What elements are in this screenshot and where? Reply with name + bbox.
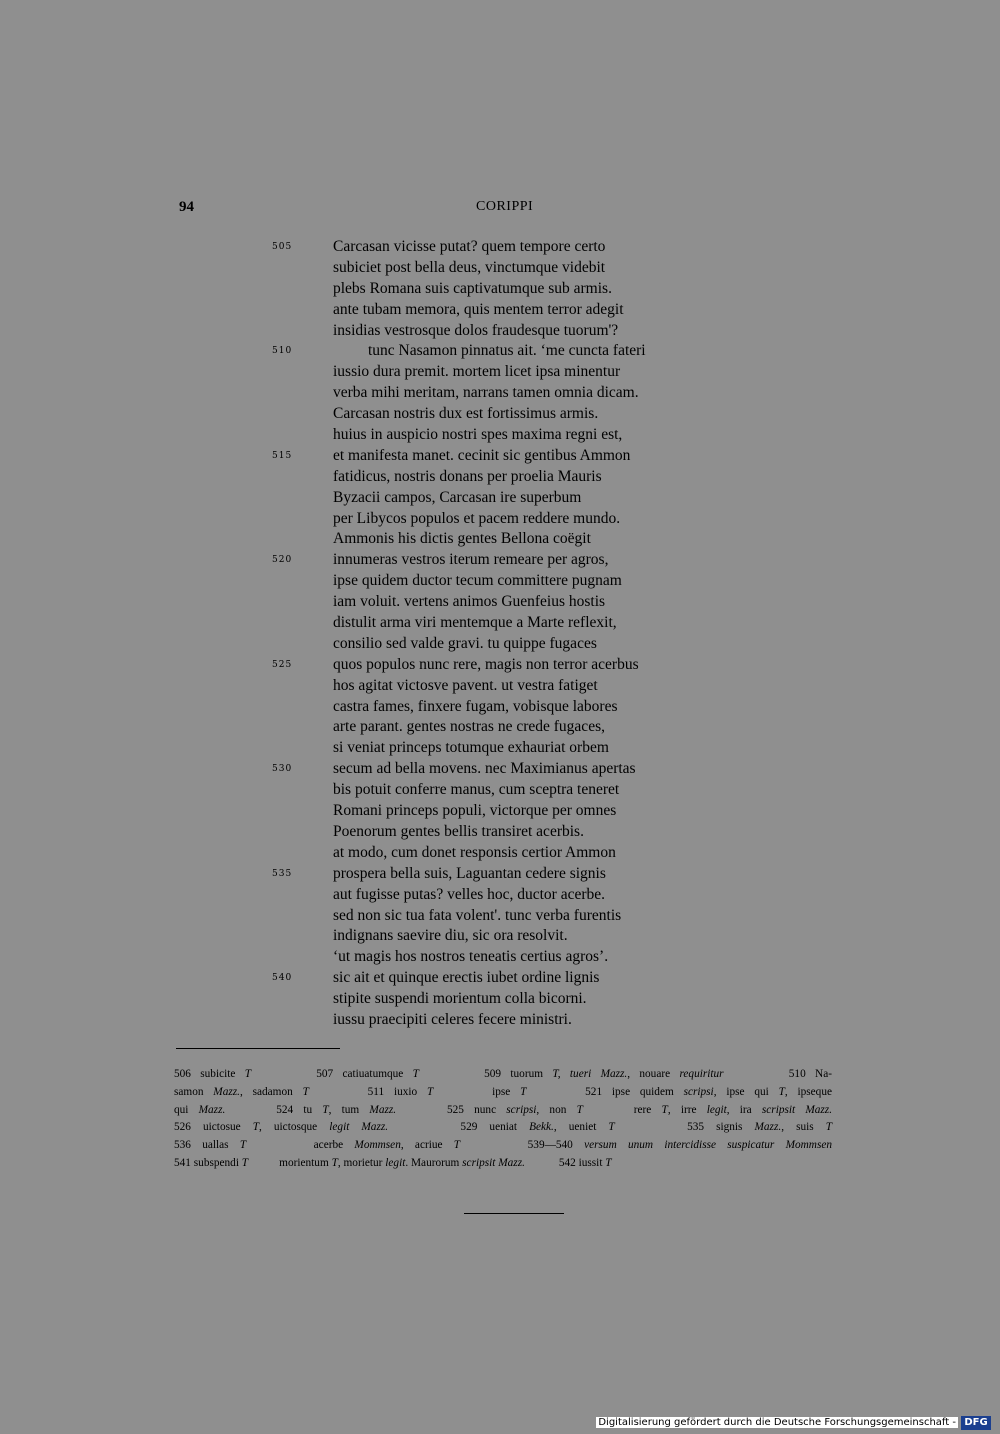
verse-line: [272, 321, 742, 342]
line-number: 510: [272, 346, 293, 357]
verse-text: hos agitat victosve pavent. ut vestra fatiget: [333, 676, 598, 694]
line-number: 505: [272, 242, 293, 252]
verse-text: bis potuit conferre manus, cum sceptra teneret: [333, 781, 620, 799]
verse-line: [272, 509, 742, 530]
verse-line: [272, 717, 742, 738]
verse-text: castra fames, finxere fugam, vobisque labores: [333, 697, 618, 715]
verse-line: [272, 550, 742, 571]
verse-line: [272, 759, 742, 780]
verse-line: [272, 906, 742, 927]
verse-line: [272, 258, 742, 279]
verse-text: iam voluit. vertens animos Guenfeius hostis: [333, 593, 606, 611]
apparatus-line: samon Mazz., sadamon T 511 iuxio T ipse T 521 ipse quidem scripsi, ipse qui T, ipseque: [174, 1085, 832, 1098]
verse-line: [272, 697, 742, 718]
verse-text: si veniat princeps totumque exhauriat orbem: [333, 739, 609, 757]
verse-line: [272, 822, 742, 843]
line-number: 530: [272, 764, 293, 775]
verse-text: stipite suspendi morientum colla bicorni.: [333, 990, 587, 1008]
verse-line: [272, 571, 742, 592]
dfg-logo-icon: DFG: [961, 1416, 991, 1430]
verse-text: ante tubam memora, quis mentem terror adegit: [333, 300, 624, 318]
verse-text: sic ait et quinque erectis iubet ordine lignis: [333, 969, 600, 987]
verse-text: aut fugisse putas? velles hoc, ductor acerbe.: [333, 885, 606, 903]
line-number: 540: [272, 973, 293, 984]
footnote-rule: [176, 1048, 340, 1049]
verse-line: [272, 843, 742, 864]
verse-text: secum ad bella movens. nec Maximianus apertas: [333, 760, 636, 778]
verse-text: Romani princeps populi, victorque per omnes: [333, 802, 617, 820]
critical-apparatus: [174, 1066, 832, 1173]
verse-line: [272, 634, 742, 655]
verse-line: [272, 425, 742, 446]
verse-line: [272, 801, 742, 822]
verse-line: [272, 655, 742, 676]
line-number: 515: [272, 450, 293, 461]
line-number: 535: [272, 868, 293, 879]
page-number: 94: [179, 199, 194, 215]
verse-text: Carcasan nostris dux est fortissimus armis.: [333, 405, 599, 423]
verse-line: [272, 947, 742, 968]
verse-text: et manifesta manet. cecinit sic gentibus Ammon: [333, 446, 631, 464]
verse-line: [272, 926, 742, 947]
verse-line: [272, 885, 742, 906]
verse-line: [272, 738, 742, 759]
verse-line: [272, 383, 742, 404]
verse-text: prospera bella suis, Laguantan cedere signis: [333, 864, 606, 882]
verse-text: tunc Nasamon pinnatus ait. ‘me cuncta fateri: [368, 342, 646, 360]
verse-line: [272, 864, 742, 885]
running-head: CORIPPI: [476, 199, 534, 214]
verse-line: [272, 237, 742, 258]
verse-text: distulit arma viri mentemque a Marte reflexit,: [333, 614, 617, 632]
verse-line: [272, 279, 742, 300]
digitization-credit: Digitalisierung gefördert durch die Deutsche Forschungsgemeinschaft -: [598, 1417, 956, 1428]
verse-text: ‘ut magis hos nostros teneatis certius agros’.: [333, 948, 609, 966]
verse-text: iussu praecipiti celeres fecere ministri.: [333, 1010, 572, 1028]
verse-text: at modo, cum donet responsis certior Ammon: [333, 843, 616, 861]
verse-text: sed non sic tua fata volent'. tunc verba furentis: [333, 906, 622, 924]
apparatus-line: qui Mazz. 524 tu T, tum Mazz. 525 nunc scripsi, non T rere T, irre legit, ira scripsit Mazz.: [174, 1103, 833, 1116]
verse-text: indignans saevire diu, sic ora resolvit.: [333, 927, 568, 945]
line-number: 520: [272, 555, 293, 566]
verse-line: [272, 592, 742, 613]
verse-text: Byzacii campos, Carcasan ire superbum: [333, 488, 582, 506]
line-number: 525: [272, 659, 293, 670]
verse-text: iussio dura premit. mortem licet ipsa minentur: [333, 363, 621, 381]
verse-text: insidias vestrosque dolos fraudesque tuorum'?: [333, 321, 619, 339]
apparatus-line: 506 subicite T 507 catiuatumque T 509 tuorum T, tueri Mazz., nouare requiritur 510 Na-: [174, 1068, 832, 1080]
verse-line: [272, 467, 742, 488]
verse-text: verba mihi meritam, narrans tamen omnia dicam.: [333, 384, 639, 402]
verse-text: plebs Romana suis captivatumque sub armis.: [333, 279, 612, 297]
verse-line: [272, 341, 742, 362]
end-rule: [464, 1213, 564, 1214]
verse-block: [272, 237, 742, 1031]
verse-text: consilio sed valde gravi. tu quippe fugaces: [333, 634, 597, 652]
verse-line: [272, 968, 742, 989]
verse-line: [272, 300, 742, 321]
verse-line: [272, 613, 742, 634]
verse-line: [272, 780, 742, 801]
verse-line: [272, 362, 742, 383]
verse-line: [272, 676, 742, 697]
verse-line: [272, 989, 742, 1010]
verse-text: ipse quidem ductor tecum committere pugnam: [333, 572, 622, 590]
verse-text: Poenorum gentes bellis transiret acerbis.: [333, 822, 584, 840]
verse-text: Carcasan vicisse putat? quem tempore certo: [333, 238, 606, 255]
verse-text: subiciet post bella deus, vinctumque videbit: [333, 258, 606, 276]
verse-line: [272, 404, 742, 425]
verse-text: arte parant. gentes nostras ne crede fugaces,: [333, 718, 605, 736]
apparatus-line: 536 uallas T acerbe Mommsen, acriue T 539—540 versum unum intercidisse suspicatur Mommsen: [174, 1139, 833, 1152]
verse-line: [272, 488, 742, 509]
verse-text: innumeras vestros iterum remeare per agros,: [333, 551, 609, 569]
verse-text: quos populos nunc rere, magis non terror acerbus: [333, 655, 639, 673]
verse-line: [272, 446, 742, 467]
verse-text: huius in auspicio nostri spes maxima regni est,: [333, 426, 623, 444]
apparatus-line: 541 subspendi T morientum T, morietur legit. Maurorum scripsit Mazz. 542 iussit T: [174, 1156, 612, 1169]
verse-line: [272, 1010, 742, 1031]
verse-text: per Libycos populos et pacem reddere mundo.: [333, 509, 621, 527]
verse-line: [272, 529, 742, 550]
verse-text: fatidicus, nostris donans per proelia Mauris: [333, 467, 602, 485]
apparatus-line: 526 uictosue T, uictosque legit Mazz. 529 ueniat Bekk., ueniet T 535 signis Mazz., suis T: [174, 1121, 833, 1134]
verse-text: Ammonis his dictis gentes Bellona coëgit: [333, 530, 591, 548]
